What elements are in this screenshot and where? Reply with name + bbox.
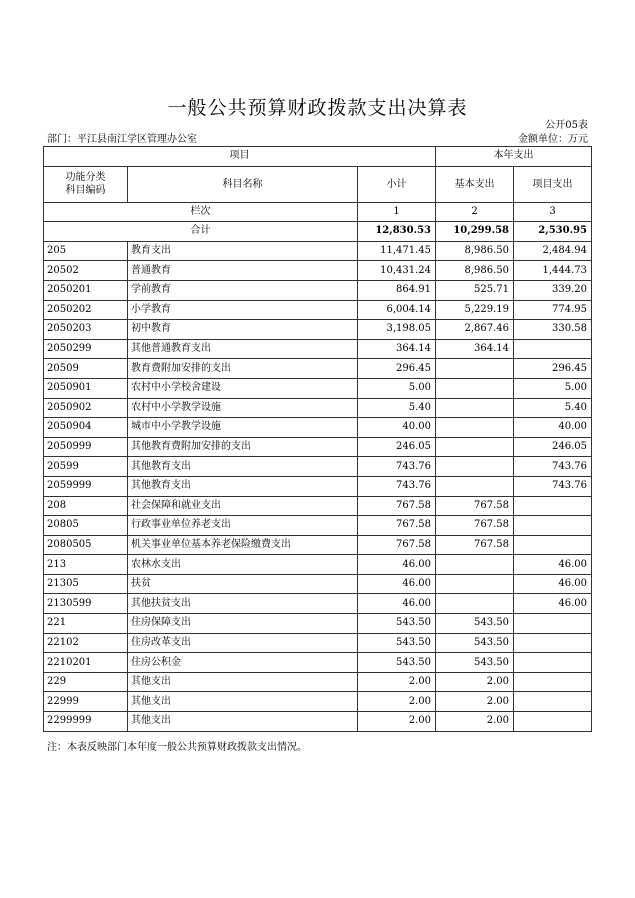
table-row bbox=[44, 535, 592, 555]
form-number: 公开05表 bbox=[545, 120, 588, 131]
row-subtotal: 364.14 bbox=[358, 339, 436, 359]
row-project bbox=[514, 712, 592, 732]
row-name: 教育支出 bbox=[128, 241, 358, 261]
row-name: 其他支出 bbox=[128, 712, 358, 732]
row-basic bbox=[436, 555, 514, 575]
table-row bbox=[44, 692, 592, 712]
header-current-year: 本年支出 bbox=[436, 147, 592, 167]
total-label: 合计 bbox=[44, 222, 358, 242]
table-row bbox=[44, 241, 592, 261]
row-subtotal: 2.00 bbox=[358, 692, 436, 712]
table-row bbox=[44, 457, 592, 477]
row-project: 246.05 bbox=[514, 437, 592, 457]
row-project: 743.76 bbox=[514, 457, 592, 477]
row-name: 其他教育费附加安排的支出 bbox=[128, 437, 358, 457]
row-project bbox=[514, 339, 592, 359]
column-index-2: 2 bbox=[436, 202, 514, 222]
row-project: 774.95 bbox=[514, 300, 592, 320]
row-name: 其他支出 bbox=[128, 692, 358, 712]
table-row bbox=[44, 653, 592, 673]
row-project: 46.00 bbox=[514, 594, 592, 614]
table-row bbox=[44, 359, 592, 379]
table-row bbox=[44, 378, 592, 398]
row-name: 其他普通教育支出 bbox=[128, 339, 358, 359]
row-name: 小学教育 bbox=[128, 300, 358, 320]
header-func-class-line1: 功能分类 bbox=[65, 172, 106, 184]
header-subtotal: 小计 bbox=[358, 166, 436, 202]
row-basic bbox=[436, 378, 514, 398]
row-basic: 5,229.19 bbox=[436, 300, 514, 320]
row-subtotal: 5.40 bbox=[358, 398, 436, 418]
row-basic bbox=[436, 594, 514, 614]
row-subtotal: 767.58 bbox=[358, 516, 436, 536]
table-row bbox=[44, 300, 592, 320]
row-code: 22102 bbox=[44, 633, 128, 653]
row-subtotal: 246.05 bbox=[358, 437, 436, 457]
row-subtotal: 767.58 bbox=[358, 496, 436, 516]
row-name: 住房保障支出 bbox=[128, 614, 358, 634]
row-name: 社会保障和就业支出 bbox=[128, 496, 358, 516]
row-name: 机关事业单位基本养老保险缴费支出 bbox=[128, 535, 358, 555]
row-project: 2,484.94 bbox=[514, 241, 592, 261]
row-code: 20509 bbox=[44, 359, 128, 379]
header-project: 项目 bbox=[44, 147, 436, 167]
row-subtotal: 46.00 bbox=[358, 555, 436, 575]
row-project bbox=[514, 672, 592, 692]
row-basic: 543.50 bbox=[436, 614, 514, 634]
table-row bbox=[44, 320, 592, 340]
table-row bbox=[44, 672, 592, 692]
row-subtotal: 10,431.24 bbox=[358, 261, 436, 281]
total-basic: 10,299.58 bbox=[436, 222, 514, 242]
header-func-class bbox=[44, 166, 128, 202]
header-project-expense: 项目支出 bbox=[514, 166, 592, 202]
row-project: 5.00 bbox=[514, 378, 592, 398]
row-name: 住房公积金 bbox=[128, 653, 358, 673]
row-basic: 767.58 bbox=[436, 516, 514, 536]
row-code: 2050902 bbox=[44, 398, 128, 418]
column-index-row bbox=[44, 202, 592, 222]
row-basic bbox=[436, 398, 514, 418]
row-subtotal: 5.00 bbox=[358, 378, 436, 398]
row-project: 743.76 bbox=[514, 476, 592, 496]
row-code: 20805 bbox=[44, 516, 128, 536]
row-name: 其他教育支出 bbox=[128, 457, 358, 477]
row-project bbox=[514, 614, 592, 634]
row-code: 2050203 bbox=[44, 320, 128, 340]
row-basic: 767.58 bbox=[436, 496, 514, 516]
row-project: 46.00 bbox=[514, 574, 592, 594]
department-label: 部门：平江县南江学区管理办公室 bbox=[47, 134, 197, 145]
unit-label: 金额单位：万元 bbox=[518, 134, 588, 145]
row-project bbox=[514, 535, 592, 555]
row-project bbox=[514, 692, 592, 712]
row-code: 2050299 bbox=[44, 339, 128, 359]
row-code: 2080505 bbox=[44, 535, 128, 555]
row-subtotal: 743.76 bbox=[358, 457, 436, 477]
table-row bbox=[44, 555, 592, 575]
table-row bbox=[44, 712, 592, 732]
row-subtotal: 11,471.45 bbox=[358, 241, 436, 261]
row-name: 其他教育支出 bbox=[128, 476, 358, 496]
table-row bbox=[44, 398, 592, 418]
row-subtotal: 543.50 bbox=[358, 633, 436, 653]
table-row bbox=[44, 418, 592, 438]
header-func-class-line2: 科目编码 bbox=[65, 185, 106, 197]
total-project: 2,530.95 bbox=[514, 222, 592, 242]
row-code: 20599 bbox=[44, 457, 128, 477]
table-row bbox=[44, 614, 592, 634]
row-code: 2050904 bbox=[44, 418, 128, 438]
row-subtotal: 3,198.05 bbox=[358, 320, 436, 340]
row-basic bbox=[436, 476, 514, 496]
row-basic: 543.50 bbox=[436, 633, 514, 653]
row-code: 22999 bbox=[44, 692, 128, 712]
row-project: 296.45 bbox=[514, 359, 592, 379]
row-name: 扶贫 bbox=[128, 574, 358, 594]
row-basic: 2.00 bbox=[436, 692, 514, 712]
row-subtotal: 46.00 bbox=[358, 594, 436, 614]
row-code: 2050901 bbox=[44, 378, 128, 398]
header-row-1 bbox=[44, 147, 592, 167]
row-code: 2050201 bbox=[44, 280, 128, 300]
row-code: 213 bbox=[44, 555, 128, 575]
column-index-label: 栏次 bbox=[44, 202, 358, 222]
row-project bbox=[514, 633, 592, 653]
report-title: 一般公共预算财政拨款支出决算表 bbox=[167, 97, 468, 119]
row-code: 2210201 bbox=[44, 653, 128, 673]
row-basic: 767.58 bbox=[436, 535, 514, 555]
row-project: 339.20 bbox=[514, 280, 592, 300]
row-code: 2050999 bbox=[44, 437, 128, 457]
row-code: 2130599 bbox=[44, 594, 128, 614]
table-row bbox=[44, 633, 592, 653]
row-name: 普通教育 bbox=[128, 261, 358, 281]
row-basic: 2.00 bbox=[436, 672, 514, 692]
row-project: 46.00 bbox=[514, 555, 592, 575]
row-subtotal: 2.00 bbox=[358, 672, 436, 692]
row-basic bbox=[436, 437, 514, 457]
table-row bbox=[44, 437, 592, 457]
table-row bbox=[44, 574, 592, 594]
row-basic bbox=[436, 359, 514, 379]
row-basic: 8,986.50 bbox=[436, 241, 514, 261]
row-basic: 2.00 bbox=[436, 712, 514, 732]
row-basic bbox=[436, 574, 514, 594]
row-code: 21305 bbox=[44, 574, 128, 594]
row-code: 205 bbox=[44, 241, 128, 261]
table-row bbox=[44, 516, 592, 536]
header-basic: 基本支出 bbox=[436, 166, 514, 202]
row-subtotal: 543.50 bbox=[358, 614, 436, 634]
row-project: 330.58 bbox=[514, 320, 592, 340]
row-code: 20502 bbox=[44, 261, 128, 281]
row-subtotal: 543.50 bbox=[358, 653, 436, 673]
row-subtotal: 767.58 bbox=[358, 535, 436, 555]
header-row-2 bbox=[44, 166, 592, 202]
header-subject-name: 科目名称 bbox=[128, 166, 358, 202]
total-row bbox=[44, 222, 592, 242]
table-row bbox=[44, 476, 592, 496]
row-subtotal: 6,004.14 bbox=[358, 300, 436, 320]
footnote: 注：本表反映部门本年度一般公共预算财政拨款支出情况。 bbox=[47, 742, 307, 753]
row-name: 其他支出 bbox=[128, 672, 358, 692]
row-name: 城市中小学教学设施 bbox=[128, 418, 358, 438]
row-project: 1,444.73 bbox=[514, 261, 592, 281]
row-basic: 2,867.46 bbox=[436, 320, 514, 340]
row-basic: 525.71 bbox=[436, 280, 514, 300]
row-name: 初中教育 bbox=[128, 320, 358, 340]
table-row bbox=[44, 496, 592, 516]
row-subtotal: 743.76 bbox=[358, 476, 436, 496]
table-row bbox=[44, 339, 592, 359]
expenditure-table bbox=[43, 146, 592, 732]
row-subtotal: 296.45 bbox=[358, 359, 436, 379]
total-subtotal: 12,830.53 bbox=[358, 222, 436, 242]
row-project: 5.40 bbox=[514, 398, 592, 418]
row-basic: 8,986.50 bbox=[436, 261, 514, 281]
row-name: 农村中小学教学设施 bbox=[128, 398, 358, 418]
row-code: 2059999 bbox=[44, 476, 128, 496]
row-subtotal: 864.91 bbox=[358, 280, 436, 300]
row-project: 40.00 bbox=[514, 418, 592, 438]
row-name: 农林水支出 bbox=[128, 555, 358, 575]
row-project bbox=[514, 496, 592, 516]
row-code: 229 bbox=[44, 672, 128, 692]
row-basic: 364.14 bbox=[436, 339, 514, 359]
row-subtotal: 46.00 bbox=[358, 574, 436, 594]
row-code: 221 bbox=[44, 614, 128, 634]
column-index-1: 1 bbox=[358, 202, 436, 222]
table-row bbox=[44, 261, 592, 281]
row-name: 住房改革支出 bbox=[128, 633, 358, 653]
row-basic bbox=[436, 457, 514, 477]
row-project bbox=[514, 516, 592, 536]
row-name: 教育费附加安排的支出 bbox=[128, 359, 358, 379]
row-name: 其他扶贫支出 bbox=[128, 594, 358, 614]
row-basic: 543.50 bbox=[436, 653, 514, 673]
table-row bbox=[44, 280, 592, 300]
row-code: 208 bbox=[44, 496, 128, 516]
row-name: 农村中小学校舍建设 bbox=[128, 378, 358, 398]
row-code: 2299999 bbox=[44, 712, 128, 732]
row-code: 2050202 bbox=[44, 300, 128, 320]
column-index-3: 3 bbox=[514, 202, 592, 222]
row-name: 学前教育 bbox=[128, 280, 358, 300]
row-subtotal: 2.00 bbox=[358, 712, 436, 732]
row-subtotal: 40.00 bbox=[358, 418, 436, 438]
row-name: 行政事业单位养老支出 bbox=[128, 516, 358, 536]
row-project bbox=[514, 653, 592, 673]
row-basic bbox=[436, 418, 514, 438]
table-row bbox=[44, 594, 592, 614]
